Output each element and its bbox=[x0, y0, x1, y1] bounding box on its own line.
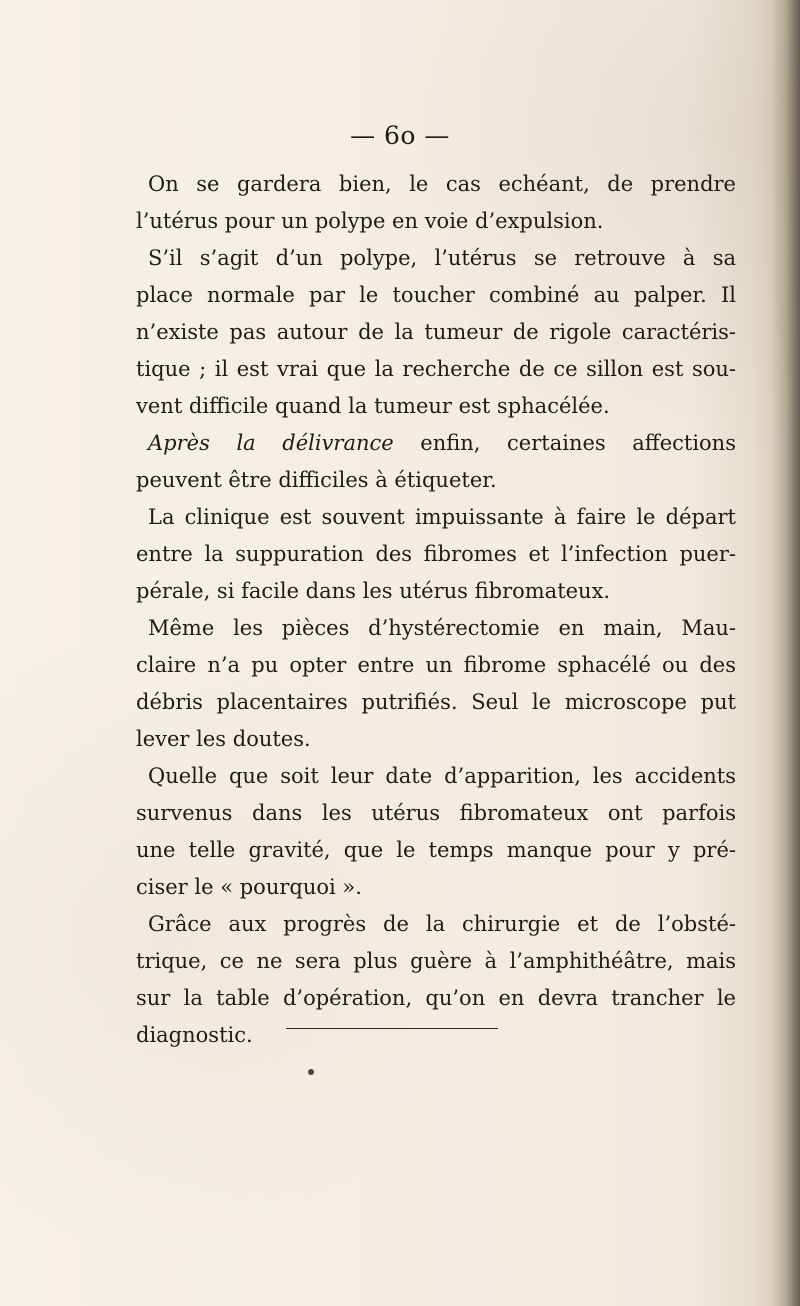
ink-dot bbox=[308, 1069, 314, 1075]
paragraph-2-line-4: tique ; il est vrai que la recherche de ce sillon est sou- bbox=[136, 357, 736, 381]
paragraph-6-line-2: survenus dans les utérus fibromateux ont parfois bbox=[136, 801, 736, 825]
paragraph-2-line-3: n’existe pas autour de la tumeur de rigole caractéris- bbox=[136, 320, 736, 344]
paragraph-6-line-1: Quelle que soit leur date d’apparition, les accidents bbox=[148, 764, 736, 788]
page-edge-shadow bbox=[772, 0, 800, 1306]
paragraph-7-line-2: trique, ce ne sera plus guère à l’amphithéâtre, mais bbox=[136, 949, 736, 973]
paragraph-4-line-3: pérale, si facile dans les utérus fibromateux. bbox=[136, 579, 611, 603]
paragraph-7-line-3: sur la table d’opération, qu’on en devra trancher le bbox=[136, 986, 736, 1010]
paragraph-3-line-2: peuvent être difficiles à étiqueter. bbox=[136, 468, 497, 492]
paragraph-5-line-3: débris placentaires putrifiés. Seul le microscope put bbox=[136, 690, 736, 714]
paragraph-2-line-1: S’il s’agit d’un polype, l’utérus se retrouve à sa bbox=[148, 246, 736, 270]
paragraph-5-line-1: Même les pièces d’hystérectomie en main, Mau- bbox=[148, 616, 736, 640]
paragraph-1-line-2: l’utérus pour un polype en voie d’expulsion. bbox=[136, 209, 604, 233]
paragraph-2-line-5: vent difficile quand la tumeur est sphacélée. bbox=[136, 394, 610, 418]
paragraph-4-line-2: entre la suppuration des fibromes et l’infection puer- bbox=[136, 542, 736, 566]
paragraph-5-line-4: lever les doutes. bbox=[136, 727, 311, 751]
paragraph-6-line-3: une telle gravité, que le temps manque pour y pré- bbox=[136, 838, 736, 862]
section-divider-line bbox=[286, 1028, 498, 1029]
page-number-header: — 6o — bbox=[350, 121, 450, 150]
paragraph-4-line-1: La clinique est souvent impuissante à faire le départ bbox=[148, 505, 736, 529]
paragraph-3-line-1-rest: enfin, certaines affections bbox=[393, 431, 736, 455]
paragraph-3-line-1 bbox=[136, 425, 736, 462]
body-text bbox=[136, 166, 736, 1054]
italic-phrase: Après la délivrance bbox=[148, 431, 394, 455]
paragraph-7-line-1: Grâce aux progrès de la chirurgie et de l’obsté- bbox=[148, 912, 736, 936]
paragraph-6-line-4: ciser le « pourquoi ». bbox=[136, 875, 362, 899]
paragraph-7-line-4: diagnostic. bbox=[136, 1023, 253, 1047]
paragraph-2-line-2: place normale par le toucher combiné au palper. Il bbox=[136, 283, 736, 307]
paragraph-1-line-1: On se gardera bien, le cas echéant, de prendre bbox=[148, 172, 736, 196]
paragraph-5-line-2: claire n’a pu opter entre un fibrome sphacélé ou des bbox=[136, 653, 736, 677]
